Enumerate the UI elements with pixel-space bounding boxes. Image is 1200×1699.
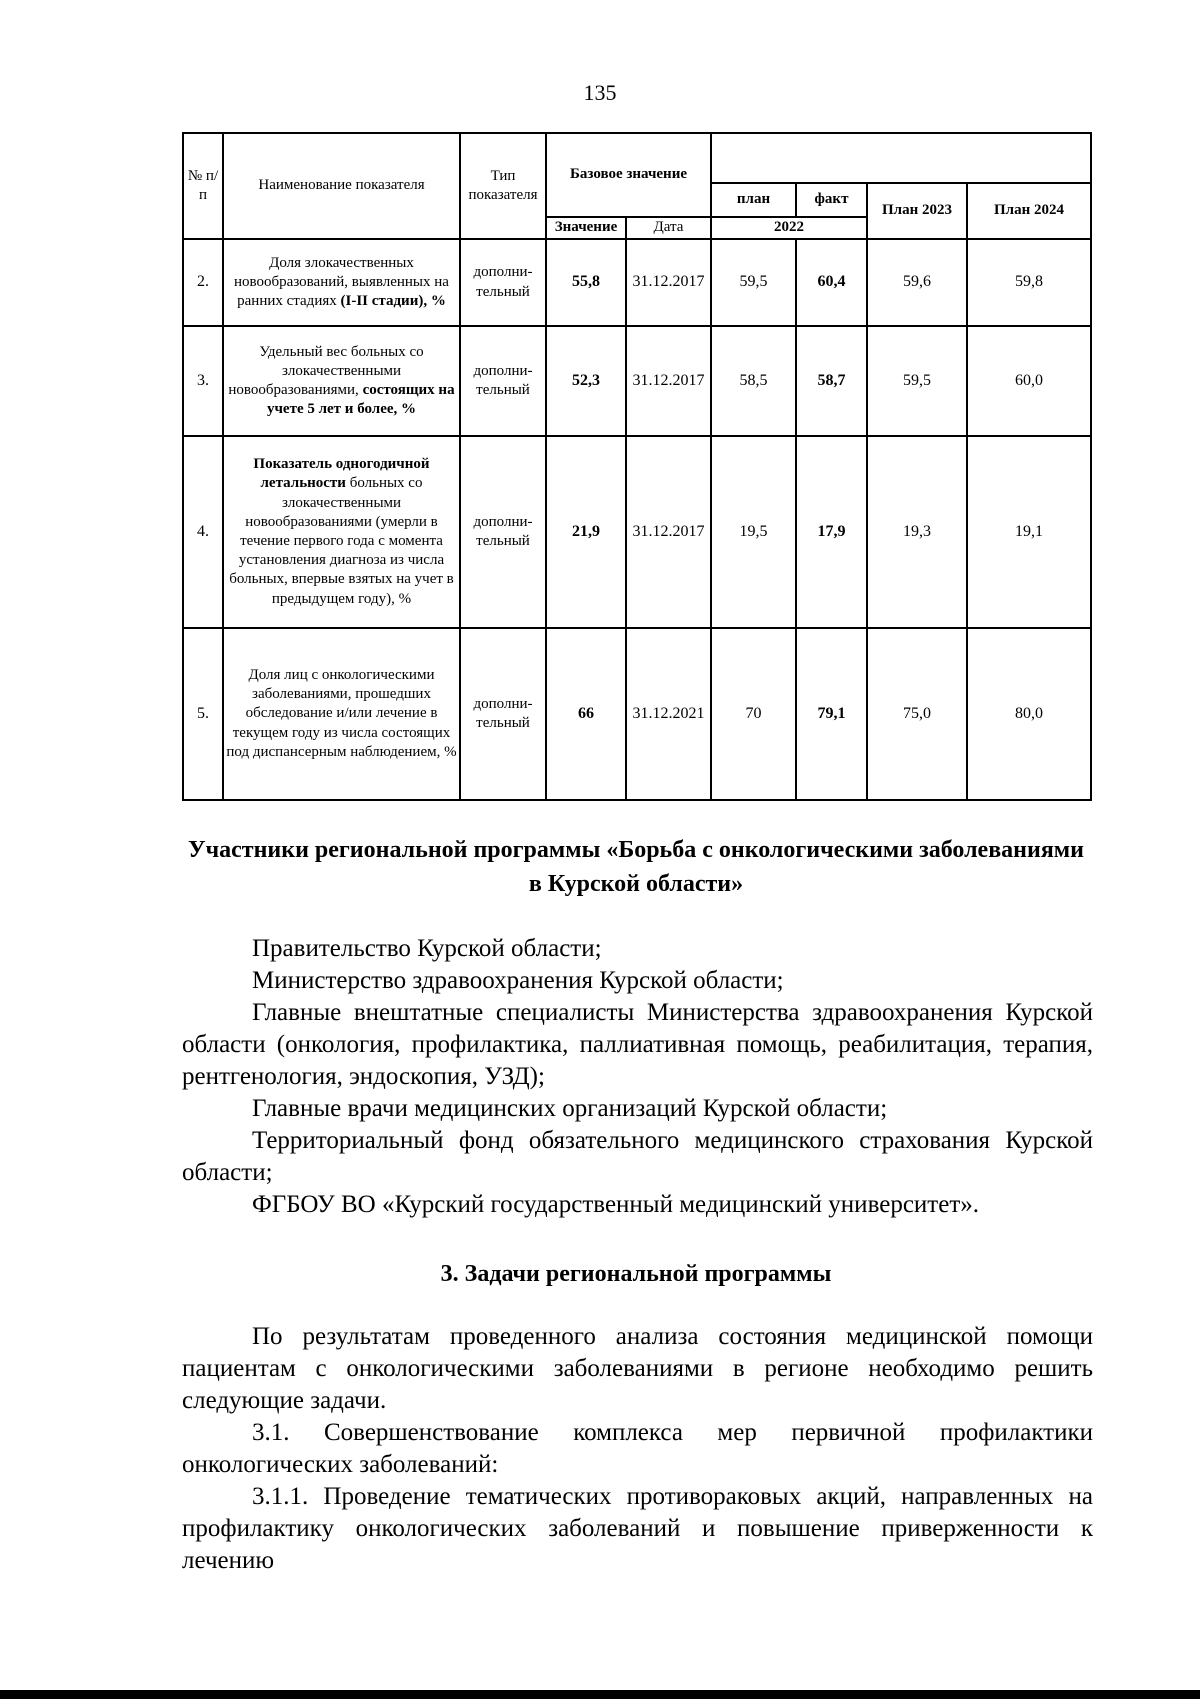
indicator-name-part: состоящих на учете 5 лет и более, % [266, 382, 455, 418]
bottom-rule [0, 1690, 1200, 1699]
row-number: 3. [183, 326, 223, 436]
indicator-type: дополни-тельный [460, 239, 546, 326]
plan-2023: 59,5 [867, 326, 967, 436]
header-num: № п/п [183, 133, 223, 239]
indicator-name-part: Доля лиц с онкологическими заболеваниями, прошедших обследование и/или лечение в текущем году из числа состоящих под диспансерным наблюдением, % [226, 667, 457, 760]
row-number: 5. [183, 628, 223, 800]
indicators-table [182, 132, 1092, 801]
plan-2022: 19,5 [711, 436, 796, 628]
header-year: 2022 [711, 217, 867, 239]
header-plan-2024: План 2024 [967, 183, 1091, 239]
indicator-name-part: Удельный вес больных со злокачественными новообразованиями, [228, 343, 424, 398]
indicator-name-part: больных со злокачественными новообразованиями (умерли в течение первого года с момента установления диагноза из числа больных, впервые взятых на учет в предыдущем году), % [229, 475, 454, 607]
participant-item: Территориальный фонд обязательного медицинского страхования Курской области; [182, 1127, 1093, 1186]
header-blank [711, 133, 1091, 183]
indicator-name-part: (I-II стадии), % [340, 293, 446, 310]
plan-2022: 59,5 [711, 239, 796, 326]
plan-2024: 60,0 [967, 326, 1091, 436]
header-plan: план [711, 183, 796, 217]
tasks-intro-paragraph: По результатам проведенного анализа состояния медицинской помощи пациентам с онкологическими заболеваниями в регионе необходимо решить следующие задачи. [182, 1323, 1093, 1414]
base-value: 21,9 [546, 436, 626, 628]
indicator-name [223, 326, 460, 436]
task-paragraph: 3.1.1. Проведение тематических противораковых акций, направленных на профилактику онкологических заболеваний и повышение приверженности к лечению [182, 1483, 1093, 1574]
indicator-name-part: Доля злокачественных новообразований, выявленных на ранних стадиях [234, 254, 449, 310]
indicator-type: дополни-тельный [460, 326, 546, 436]
table-row [183, 628, 1091, 800]
base-date: 31.12.2017 [626, 239, 711, 326]
fact-2022: 60,4 [796, 239, 867, 326]
participant-item: Министерство здравоохранения Курской области; [252, 967, 784, 994]
fact-2022: 79,1 [796, 628, 867, 800]
table-row [183, 239, 1091, 326]
plan-2024: 80,0 [967, 628, 1091, 800]
table-row [183, 326, 1091, 436]
indicator-name-part: Показатель одногодичной летальности [253, 456, 430, 492]
indicator-name [223, 436, 460, 628]
base-value: 55,8 [546, 239, 626, 326]
plan-2023: 59,6 [867, 239, 967, 326]
table-row [183, 436, 1091, 628]
participant-item: Правительство Курской области; [252, 935, 602, 962]
indicator-type: дополни-тельный [460, 628, 546, 800]
plan-2024: 59,8 [967, 239, 1091, 326]
participant-item: Главные внештатные специалисты Министерства здравоохранения Курской области (онкология, профилактика, паллиативная помощь, реабилитация, терапия, рентгенология, эндоскопия, УЗД); [182, 999, 1093, 1090]
indicator-name [223, 239, 460, 326]
base-date: 31.12.2017 [626, 326, 711, 436]
row-number: 4. [183, 436, 223, 628]
participant-item: Главные врачи медицинских организаций Курской области; [252, 1095, 888, 1122]
row-number: 2. [183, 239, 223, 326]
plan-2023: 75,0 [867, 628, 967, 800]
task-paragraph: 3.1. Совершенствование комплекса мер первичной профилактики онкологических заболеваний: [182, 1419, 1093, 1478]
plan-2024: 19,1 [967, 436, 1091, 628]
header-base-date: Дата [626, 217, 711, 239]
header-name: Наименование показателя [223, 133, 460, 239]
base-value: 66 [546, 628, 626, 800]
header-fact: факт [796, 183, 867, 217]
plan-2022: 58,5 [711, 326, 796, 436]
indicator-name [223, 628, 460, 800]
base-value: 52,3 [546, 326, 626, 436]
header-plan-2023: План 2023 [867, 183, 967, 239]
plan-2022: 70 [711, 628, 796, 800]
fact-2022: 58,7 [796, 326, 867, 436]
participant-item: ФГБОУ ВО «Курский государственный медицинский университет». [252, 1191, 979, 1218]
header-base: Базовое значение [546, 133, 711, 217]
page-number: 135 [583, 80, 617, 105]
base-date: 31.12.2021 [626, 628, 711, 800]
plan-2023: 19,3 [867, 436, 967, 628]
tasks-heading: 3. Задачи региональной программы [440, 1261, 832, 1287]
indicator-type: дополни-тельный [460, 436, 546, 628]
fact-2022: 17,9 [796, 436, 867, 628]
header-base-value: Значение [546, 217, 626, 239]
participants-heading: Участники региональной программы «Борьба с онкологическими заболеваниями в Курской области» [188, 837, 1084, 897]
base-date: 31.12.2017 [626, 436, 711, 628]
header-type: Тип показателя [460, 133, 546, 239]
